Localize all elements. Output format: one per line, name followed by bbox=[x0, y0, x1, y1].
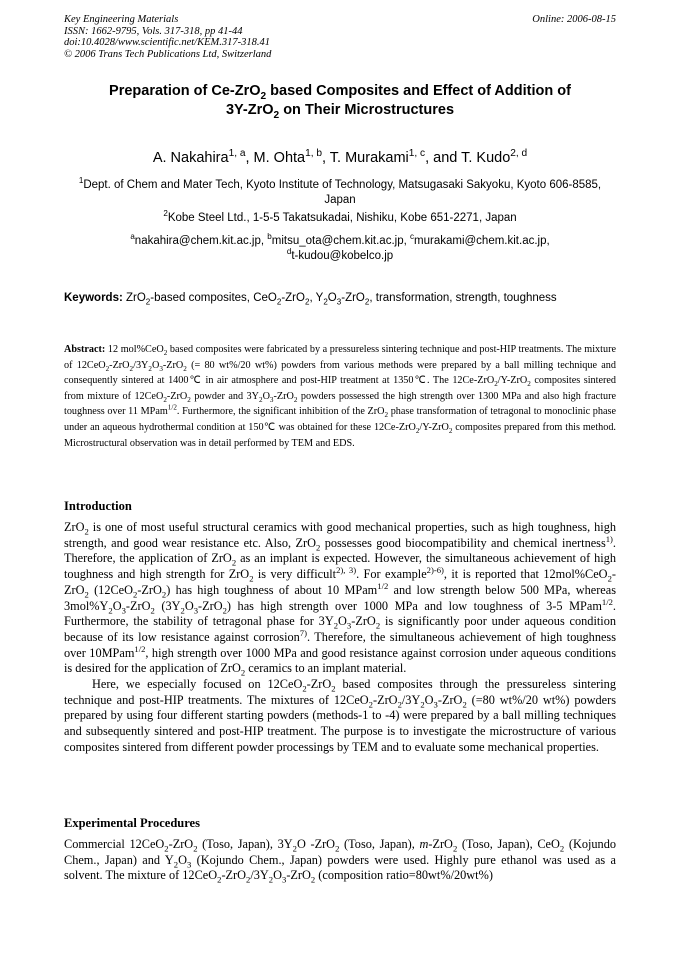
journal-name: Key Engineering Materials bbox=[64, 14, 179, 25]
introduction-body bbox=[64, 520, 616, 756]
keywords: Keywords: ZrO$_2$-based composites, CeO$_2$-ZrO$_2$, $Y_2O_3-ZrO_2$, transformation, strength, toughness bbox=[64, 292, 557, 307]
author-list: A. Nakahira$^{1, a}$, M. Ohta$^{1, b}$, T. Murakami$^{1, c}$, and T. Kudo$^{2, d}$ bbox=[152, 148, 528, 166]
abstract: Abstract: 12 mol%CeO$_2$ based composites were fabricated by a pressureless sintering technique and post-HIP treatments. The mixture of $12CeO_2-ZrO_2/3Y_2O_3-ZrO_2$ (= 80 wt%/20 wt%) powders from various methods were prepared by a ball milling technique and consequently sintered at 1400℃ in air atmosphere and post-HIP treatment at 1350℃. The 12Ce-ZrO$_2$/Y-ZrO$_2$ composites sintered from mixture of 12CeO$_2$-ZrO$_2$ powder and $3Y_2O_3-ZrO_2$ powders possessed the high strength over 1300 MPa and also high fracture toughness over 11 MPam$^{1/2}$. Furthermore, the significant inhibition of the ZrO$_2$ phase transformation of tetragonal to monoclinic phase under an aqueous hydrothermal condition at 150℃ was obtained for these 12Ce-ZrO$_2$/Y-ZrO$_2$ composites prepared from this method. Microstructural observation was in detail performed by TEM and EDS. bbox=[64, 344, 617, 449]
experimental-paragraph-1: Commercial 12CeO$_2$-ZrO$_2$ (Toso, Japan), $3Y_2O$ -ZrO$_2$ (Toso, Japan), m-ZrO$_2$ (Toso, Japan), CeO$_2$ (Kojundo Chem., Japan) and $Y_2O_3$ (Kojundo Chem., Japan) powders were used. Highly pure ethanol was used as a solvent. The mixture of $12CeO_2-ZrO_2/3Y_2O_3-ZrO_2$ (composition ratio=80wt%/20wt%) bbox=[64, 837, 617, 885]
section-heading-experimental: Experimental Procedures bbox=[64, 816, 200, 830]
running-header bbox=[64, 14, 616, 60]
issn-line: ISSN: 1662-9795, Vols. 317-318, pp 41-44 bbox=[64, 25, 243, 37]
paper-title: Preparation of Ce-ZrO$_2$ based Composites and Effect of Addition of 3Y-ZrO$_2$ on Their Microstructures bbox=[109, 83, 571, 121]
online-date: Online: 2006-08-15 bbox=[532, 14, 616, 25]
intro-paragraph-2: Here, we especially focused on 12CeO$_2$-ZrO$_2$ based composites through the pressureless sintering technique and post-HIP treatments. The mixtures of $12CeO_2-ZrO_2/3Y_2O_3-ZrO_2$ (=80 wt%/20 wt%) powders prepared by using four different starting powders (methods-1 to -4) were prepared by a ball milling techniques and subsequently sintered and post-HIP treatment. The purpose is to investigate the microstructure of various composites sintered from different powder processings by TEM and to evaluate some mechanical properties. bbox=[64, 677, 616, 754]
copyright-line: © 2006 Trans Tech Publications Ltd, Switzerland bbox=[64, 48, 272, 60]
intro-paragraph-1: ZrO$_2$ is one of most useful structural ceramics with good mechanical properties, such as high toughness, high strength, and good wear resistance etc. Also, ZrO$_2$ possesses good biocompatibility and chemical inertness$^{1)}$. Therefore, the application of ZrO$_2$ as an implant is expected. However, the simultaneous achievement of high toughness and high strength for ZrO$_2$ is very difficult$^{2), 3)}$. For example$^{2)-6)}$, it is reported that 12mol%CeO$_2$-ZrO$_2$ (12CeO$_2$-ZrO$_2$) has high toughness of about 10 MPam$^{1/2}$ and low strength below 500 MPa, whereas $3mol\%Y_2O_3-ZrO_2$ $(3Y_2O_3-ZrO_2)$ has high strength over 1000 MPa and low toughness of 3-5 MPam$^{1/2}$. Furthermore, the stability of tetragonal phase for $3Y_2O_3-ZrO_2$ is significantly poor under aqueous condition because of its low resistance against corrosion$^{7)}$. Therefore, the simultaneous achievement of high toughness over 10MPam$^{1/2}$, high strength over 1000 MPa and good resistance against corrosion under aqueous conditions is desired for the application of ZrO$_2$ ceramics to an implant material. bbox=[64, 520, 617, 678]
affiliation-2: $^2$Kobe Steel Ltd., 1-5-5 Takatsukadai, Nishiku, Kobe 651-2271, Japan bbox=[163, 209, 517, 224]
experimental-body bbox=[64, 837, 616, 884]
doi-line: doi:10.4028/www.scientific.net/KEM.317-318.41 bbox=[64, 37, 270, 48]
affiliation-1: $^1$Dept. of Chem and Mater Tech, Kyoto Institute of Technology, Matsugasaki Sakyoku, Kyoto 606-8585, Japan bbox=[78, 176, 602, 206]
section-heading-introduction: Introduction bbox=[64, 499, 132, 513]
author-emails: $^a$nakahira@chem.kit.ac.jp, $^b$mitsu_ota@chem.kit.ac.jp, $^c$murakami@chem.kit.ac.jp, $^d$t-kudou@kobelco.jp bbox=[130, 232, 550, 262]
